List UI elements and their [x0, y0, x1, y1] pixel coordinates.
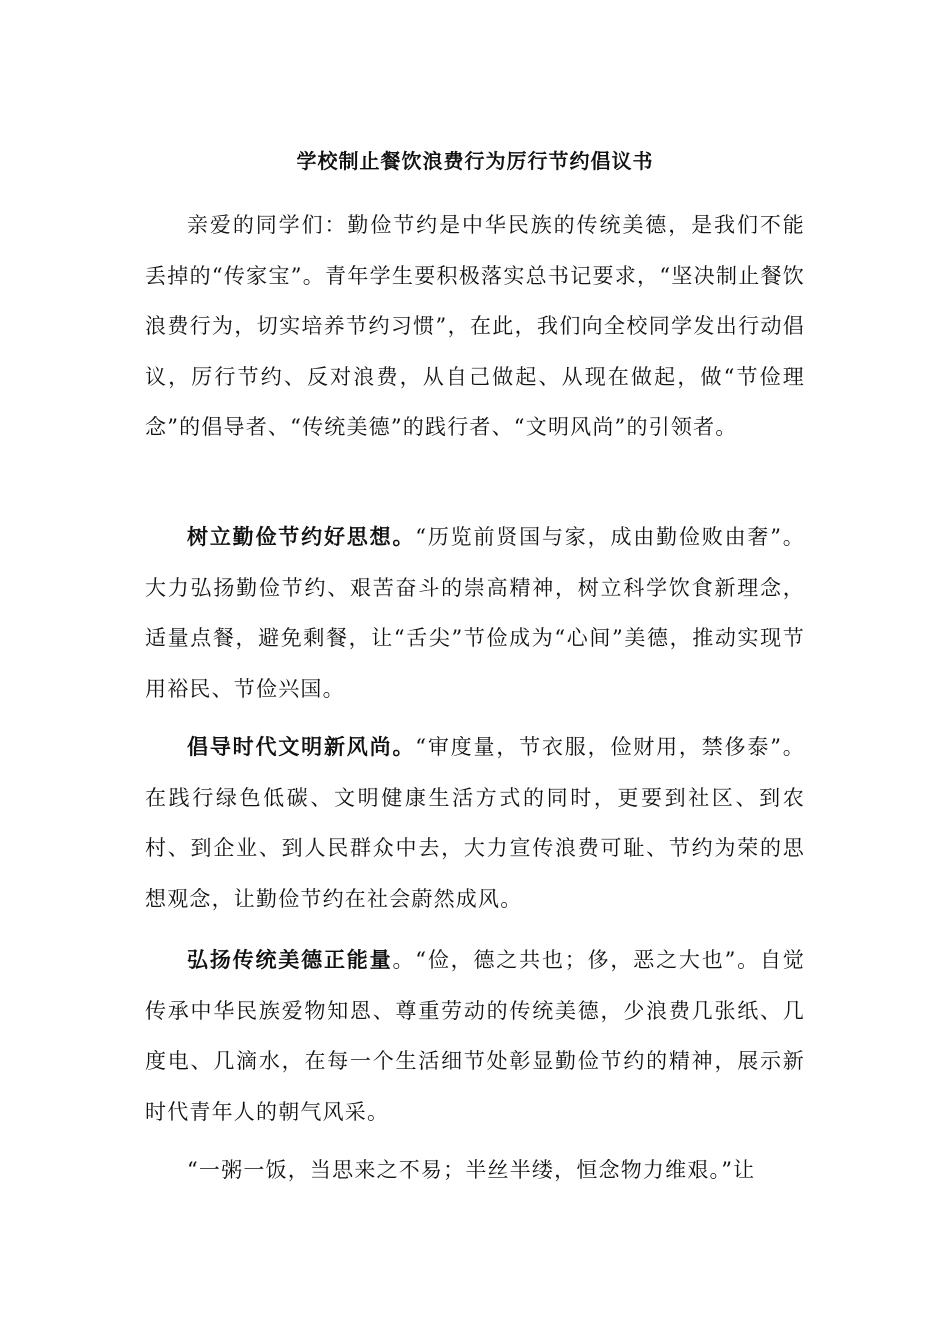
section-body: 。“俭，德之共也；侈，恶之大也”。自觉传承中华民族爱物知恩、尊重劳动的传统美德，少浪费几张纸、几度电、几滴水，在每一个生活细节处彰显勤俭节约的精神，展示新时代青年人的朝气风采。 [145, 948, 805, 1124]
section-heading: 倡导时代文明新风尚。 [187, 735, 416, 759]
document-title: 学校制止餐饮浪费行为厉行节约倡议书 [296, 149, 654, 173]
section-heading: 树立勤俭节约好思想。 [187, 525, 416, 549]
section-paragraph-custom [145, 722, 805, 924]
section-heading: 弘扬传统美德正能量 [187, 948, 393, 972]
section-body: “审度量，节衣服，俭财用，禁侈泰”。在践行绿色低碳、文明健康生活方式的同时，更要到社区、到农村、到企业、到人民群众中去，大力宣传浪费可耻、节约为荣的思想观念，让勤俭节约在社会蔚然成风。 [145, 735, 806, 911]
closing-paragraph: “一粥一饭，当思来之不易；半丝半缕，恒念物力维艰。”让 [187, 1158, 756, 1182]
section-paragraph-virtue [145, 935, 805, 1137]
section-paragraph-thought [145, 512, 805, 714]
section-body: “历览前贤国与家，成由勤俭败由奢”。大力弘扬勤俭节约、艰苦奋斗的崇高精神，树立科学饮食新理念，适量点餐，避免剩餐，让“舌尖”节俭成为“心间”美德，推动实现节用裕民、节俭兴国。 [145, 525, 806, 701]
intro-paragraph: 亲爱的同学们：勤俭节约是中华民族的传统美德，是我们不能丢掉的“传家宝”。青年学生要积极落实总书记要求，“坚决制止餐饮浪费行为，切实培养节约习惯”，在此，我们向全校同学发出行动倡议，厉行节约、反对浪费，从自己做起、从现在做起，做“节俭理念”的倡导者、“传统美德”的践行者、“文明风尚”的引领者。 [145, 213, 805, 439]
